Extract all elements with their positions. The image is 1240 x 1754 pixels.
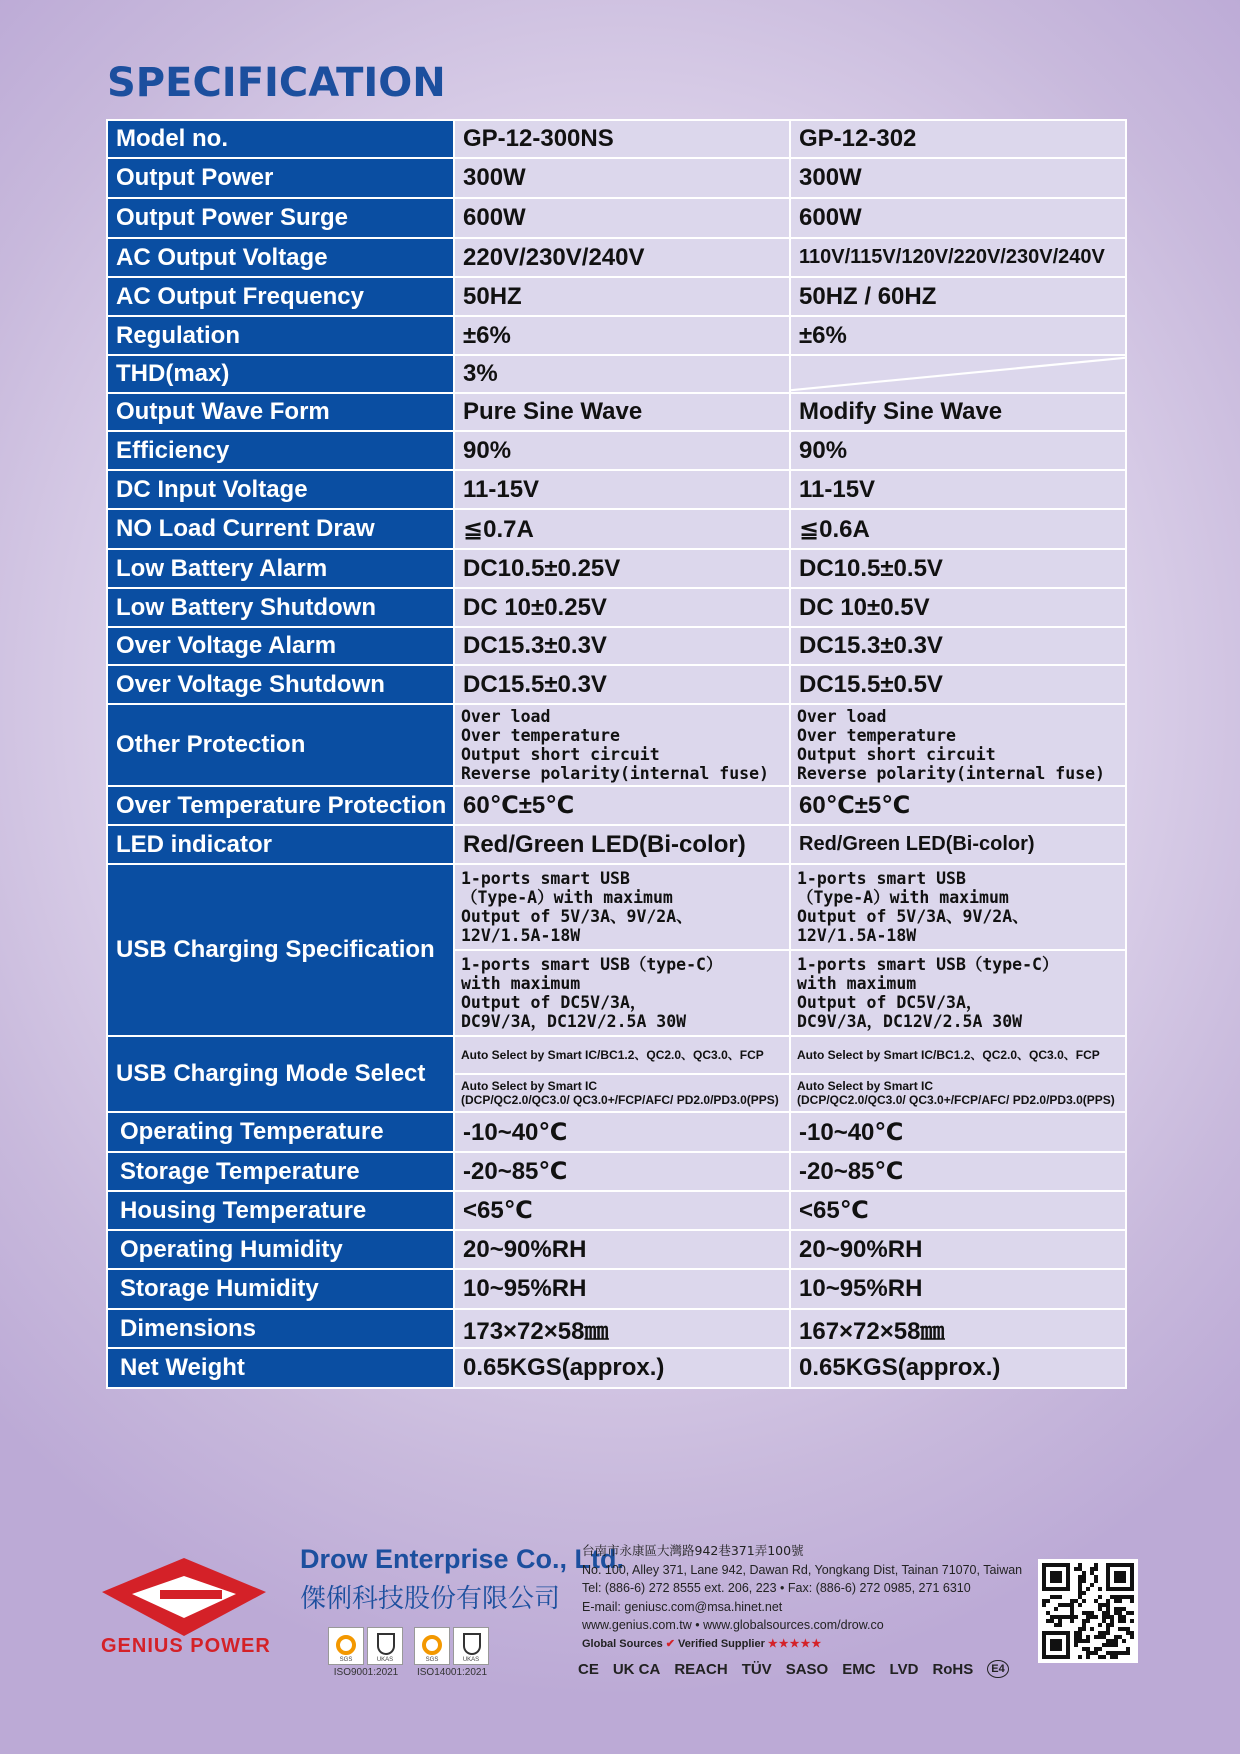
spec-row-led-indicator: [107, 825, 1126, 864]
cert-mark-rohs: RoHS: [932, 1660, 974, 1678]
spec-label: Output Wave Form: [107, 393, 454, 431]
spec-value-gp-12-300ns: 0.65KGS(approx.): [454, 1348, 790, 1388]
spec-value-gp-12-302: Modify Sine Wave: [790, 393, 1126, 431]
sgs-logo-icon: SGS: [414, 1627, 450, 1665]
text-line: 1-ports smart USB: [797, 869, 966, 888]
spec-value-gp-12-300ns: <65℃: [454, 1191, 790, 1230]
spec-row-other-protection: [107, 704, 1126, 786]
spec-label: Operating Humidity: [107, 1230, 454, 1269]
spec-label: NO Load Current Draw: [107, 509, 454, 549]
spec-label: Dimensions: [107, 1309, 454, 1348]
spec-row-over-voltage-alarm: [107, 627, 1126, 665]
spec-row-operating-temperature: [107, 1112, 1126, 1152]
spec-row-ac-output-frequency: [107, 277, 1126, 316]
cert-label: ISO9001:2021: [333, 1667, 399, 1678]
spec-value-gp-12-302: -10~40℃: [790, 1112, 1126, 1152]
spec-row-net-weight: [107, 1348, 1126, 1388]
company-name-zh: 傑俐科技股份有限公司: [300, 1584, 561, 1614]
spec-row-output-power: [107, 158, 1126, 198]
spec-value-gp-12-302: DC10.5±0.5V: [790, 549, 1126, 588]
text-line: 1-ports smart USB（type-C）: [797, 955, 1059, 974]
spec-value-gp-12-302: DC 10±0.5V: [790, 588, 1126, 627]
page-title: SPECIFICATION: [107, 60, 446, 106]
contact-info: [582, 1542, 1022, 1653]
spec-label: Output Power Surge: [107, 198, 454, 238]
spec-table: [106, 119, 1127, 1389]
text-line: Output short circuit: [461, 745, 660, 764]
spec-label: Over Voltage Alarm: [107, 627, 454, 665]
website: www.genius.com.tw • www.globalsources.com/drow.co: [582, 1618, 884, 1632]
spec-value-gp-12-300ns: DC10.5±0.25V: [454, 549, 790, 588]
spec-row-output-wave-form: [107, 393, 1126, 431]
usb-type-c-spec: [791, 949, 1125, 1035]
cert-mark-lvd: LVD: [889, 1660, 919, 1678]
text-line: Output short circuit: [797, 745, 996, 764]
cert-mark-uk-ca: UK CA: [612, 1660, 661, 1678]
cert-mark-ce: CE: [578, 1660, 599, 1678]
global-sources-badge: Global Sources ✔ Verified Supplier ★★★★★: [582, 1637, 823, 1650]
spec-value-gp-12-302: <65℃: [790, 1191, 1126, 1230]
spec-value-gp-12-300ns: 10~95%RH: [454, 1269, 790, 1309]
spec-value-gp-12-302: 600W: [790, 198, 1126, 238]
rating-stars: ★★★★★: [767, 1637, 823, 1650]
spec-value-gp-12-300ns: DC15.5±0.3V: [454, 665, 790, 704]
usb-mode-type-a: [791, 1037, 1125, 1073]
spec-value-gp-12-300ns: ±6%: [454, 316, 790, 355]
email: E-mail: geniusc.com@msa.hinet.net: [582, 1599, 783, 1614]
spec-value-gp-12-300ns: -20~85℃: [454, 1152, 790, 1191]
spec-value-gp-12-300ns: 173×72×58㎜: [454, 1309, 790, 1348]
spec-label: LED indicator: [107, 825, 454, 864]
text-line: Output of DC5V/3A，: [797, 993, 983, 1012]
spec-row-no-load-current-draw: [107, 509, 1126, 549]
text-line: Output of DC5V/3A，: [461, 993, 647, 1012]
spec-row-housing-temperature: [107, 1191, 1126, 1230]
cert-mark-saso: SASO: [785, 1660, 829, 1678]
spec-value-gp-12-302: -20~85℃: [790, 1152, 1126, 1191]
spec-label: Net Weight: [107, 1348, 454, 1388]
spec-row-storage-humidity: [107, 1269, 1126, 1309]
spec-value-gp-12-302: [790, 704, 1126, 786]
spec-row-model-no: [107, 120, 1126, 158]
spec-label: THD(max): [107, 355, 454, 393]
cert-mark-reach: REACH: [674, 1660, 728, 1678]
spec-row-over-temperature-protection: [107, 786, 1126, 825]
spec-value-gp-12-300ns: 220V/230V/240V: [454, 238, 790, 277]
usb-type-a-spec: [455, 865, 789, 949]
text-line: Auto Select by Smart IC: [461, 1079, 598, 1093]
spec-value-gp-12-300ns: [454, 1036, 790, 1112]
cert-mark-emc: EMC: [842, 1660, 876, 1678]
text-line: Output of 5V/3A、9V/2A、: [461, 907, 693, 926]
spec-row-output-power-surge: [107, 198, 1126, 238]
spec-value-gp-12-302: 20~90%RH: [790, 1230, 1126, 1269]
cert-label: ISO14001:2021: [416, 1667, 488, 1678]
spec-value-gp-12-302: 110V/115V/120V/220V/230V/240V: [790, 238, 1126, 277]
spec-value-gp-12-300ns: 600W: [454, 198, 790, 238]
text-line: Over temperature: [797, 726, 956, 745]
spec-value-gp-12-300ns: -10~40℃: [454, 1112, 790, 1152]
spec-label: DC Input Voltage: [107, 470, 454, 509]
spec-value-gp-12-300ns: [454, 864, 790, 1036]
ukas-logo-icon: UKAS: [453, 1627, 489, 1665]
spec-row-usb-charging-mode-select: [107, 1036, 1126, 1112]
spec-value-gp-12-302: 60℃±5℃: [790, 786, 1126, 825]
spec-label: Storage Temperature: [107, 1152, 454, 1191]
spec-row-regulation: [107, 316, 1126, 355]
text-line: Auto Select by Smart IC/BC1.2、QC2.0、QC3.0、FCP: [797, 1048, 1100, 1062]
spec-value-gp-12-302: 300W: [790, 158, 1126, 198]
spec-label: USB Charging Specification: [107, 864, 454, 1036]
spec-value-gp-12-300ns: [454, 704, 790, 786]
text-line: with maximum: [797, 974, 917, 993]
text-line: 1-ports smart USB: [461, 869, 630, 888]
text-line: 12V/1.5A-18W: [797, 926, 917, 945]
spec-value-gp-12-300ns: 300W: [454, 158, 790, 198]
spec-label: Other Protection: [107, 704, 454, 786]
spec-value-gp-12-302: DC15.5±0.5V: [790, 665, 1126, 704]
spec-label: AC Output Frequency: [107, 277, 454, 316]
text-line: Over load: [797, 707, 887, 726]
spec-row-usb-charging-specification: [107, 864, 1126, 1036]
address-en: No. 100, Alley 371, Lane 942, Dawan Rd, Yongkang Dist, Tainan 71070, Taiwan: [582, 1562, 1023, 1577]
text-line: Over temperature: [461, 726, 620, 745]
spec-value-gp-12-302: GP-12-302: [790, 120, 1126, 158]
text-line: Auto Select by Smart IC/BC1.2、QC2.0、QC3.0、FCP: [461, 1048, 764, 1062]
spec-row-dimensions: [107, 1309, 1126, 1348]
cert-mark-t-v: TÜV: [741, 1660, 772, 1678]
spec-value-gp-12-300ns: Red/Green LED(Bi-color): [454, 825, 790, 864]
usb-mode-type-c: [791, 1073, 1125, 1111]
spec-value-gp-12-300ns: DC15.3±0.3V: [454, 627, 790, 665]
spec-value-gp-12-300ns: 50HZ: [454, 277, 790, 316]
text-line: Output of 5V/3A、9V/2A、: [797, 907, 1029, 926]
usb-mode-type-c: [455, 1073, 789, 1111]
spec-label: Storage Humidity: [107, 1269, 454, 1309]
spec-label: Low Battery Alarm: [107, 549, 454, 588]
not-applicable-slash: [791, 356, 1125, 392]
sgs-logo-icon: SGS: [328, 1627, 364, 1665]
spec-row-storage-temperature: [107, 1152, 1126, 1191]
iso14001-cert: [414, 1627, 490, 1678]
spec-value-gp-12-302: [790, 355, 1126, 393]
usb-mode-type-a: [455, 1037, 789, 1073]
spec-row-over-voltage-shutdown: [107, 665, 1126, 704]
usb-type-c-spec: [455, 949, 789, 1035]
spec-row-dc-input-voltage: [107, 470, 1126, 509]
spec-row-low-battery-alarm: [107, 549, 1126, 588]
text-line: 1-ports smart USB（type-C）: [461, 955, 723, 974]
text-line: （Type-A）with maximum: [461, 888, 673, 907]
spec-label: Over Voltage Shutdown: [107, 665, 454, 704]
spec-value-gp-12-302: 90%: [790, 431, 1126, 470]
spec-label: USB Charging Mode Select: [107, 1036, 454, 1112]
spec-value-gp-12-302: ±6%: [790, 316, 1126, 355]
text-line: Reverse polarity(internal fuse): [461, 764, 769, 783]
certification-marks: [578, 1660, 1009, 1678]
spec-label: Operating Temperature: [107, 1112, 454, 1152]
spec-row-low-battery-shutdown: [107, 588, 1126, 627]
spec-label: Housing Temperature: [107, 1191, 454, 1230]
spec-value-gp-12-302: DC15.3±0.3V: [790, 627, 1126, 665]
spec-label: Model no.: [107, 120, 454, 158]
address-zh: 台南市永康區大灣路942巷371弄100號: [582, 1543, 804, 1558]
spec-value-gp-12-300ns: 20~90%RH: [454, 1230, 790, 1269]
company-name-en: Drow Enterprise Co., Ltd.: [300, 1544, 625, 1574]
spec-value-gp-12-300ns: 90%: [454, 431, 790, 470]
text-line: Reverse polarity(internal fuse): [797, 764, 1105, 783]
spec-value-gp-12-300ns: 60℃±5℃: [454, 786, 790, 825]
spec-value-gp-12-300ns: 3%: [454, 355, 790, 393]
spec-value-gp-12-302: Red/Green LED(Bi-color): [790, 825, 1126, 864]
spec-value-gp-12-302: [790, 1036, 1126, 1112]
spec-value-gp-12-300ns: DC 10±0.25V: [454, 588, 790, 627]
spec-value-gp-12-302: 167×72×58㎜: [790, 1309, 1126, 1348]
spec-value-gp-12-300ns: Pure Sine Wave: [454, 393, 790, 431]
spec-label: Efficiency: [107, 431, 454, 470]
text-line: Over load: [461, 707, 551, 726]
spec-row-operating-humidity: [107, 1230, 1126, 1269]
spec-label: Output Power: [107, 158, 454, 198]
spec-row-efficiency: [107, 431, 1126, 470]
spec-value-gp-12-302: 50HZ / 60HZ: [790, 277, 1126, 316]
spec-table-body: [107, 120, 1126, 1388]
ukas-logo-icon: UKAS: [367, 1627, 403, 1665]
spec-label: AC Output Voltage: [107, 238, 454, 277]
checkmark-icon: ✔: [665, 1637, 675, 1650]
spec-row-ac-output-voltage: [107, 238, 1126, 277]
text-line: with maximum: [461, 974, 581, 993]
text-line: DC9V/3A，DC12V/2.5A 30W: [797, 1012, 1023, 1031]
spec-value-gp-12-300ns: ≦0.7A: [454, 509, 790, 549]
iso9001-cert: [328, 1627, 404, 1678]
qr-code: [1038, 1559, 1138, 1663]
text-line: Auto Select by Smart IC: [797, 1079, 934, 1093]
text-line: (DCP/QC2.0/QC3.0/ QC3.0+/FCP/AFC/ PD2.0/PD3.0(PPS): [797, 1093, 1115, 1107]
spec-value-gp-12-302: 0.65KGS(approx.): [790, 1348, 1126, 1388]
cert-mark-e4: E4: [987, 1660, 1008, 1678]
tel-fax: Tel: (886-6) 272 8555 ext. 206, 223 • Fax: (886-6) 272 0985, 271 6310: [582, 1581, 971, 1595]
spec-label: Low Battery Shutdown: [107, 588, 454, 627]
text-line: 12V/1.5A-18W: [461, 926, 581, 945]
brand-name: GENIUS POWER: [101, 1635, 271, 1657]
text-line: （Type-A）with maximum: [797, 888, 1009, 907]
text-line: DC9V/3A，DC12V/2.5A 30W: [461, 1012, 687, 1031]
spec-value-gp-12-302: 11-15V: [790, 470, 1126, 509]
spec-label: Over Temperature Protection: [107, 786, 454, 825]
spec-row-thd-max: [107, 355, 1126, 393]
spec-value-gp-12-300ns: GP-12-300NS: [454, 120, 790, 158]
usb-type-a-spec: [791, 865, 1125, 949]
spec-value-gp-12-302: ≦0.6A: [790, 509, 1126, 549]
spec-value-gp-12-300ns: 11-15V: [454, 470, 790, 509]
spec-value-gp-12-302: [790, 864, 1126, 1036]
text-line: (DCP/QC2.0/QC3.0/ QC3.0+/FCP/AFC/ PD2.0/PD3.0(PPS): [461, 1093, 779, 1107]
spec-value-gp-12-302: 10~95%RH: [790, 1269, 1126, 1309]
spec-label: Regulation: [107, 316, 454, 355]
